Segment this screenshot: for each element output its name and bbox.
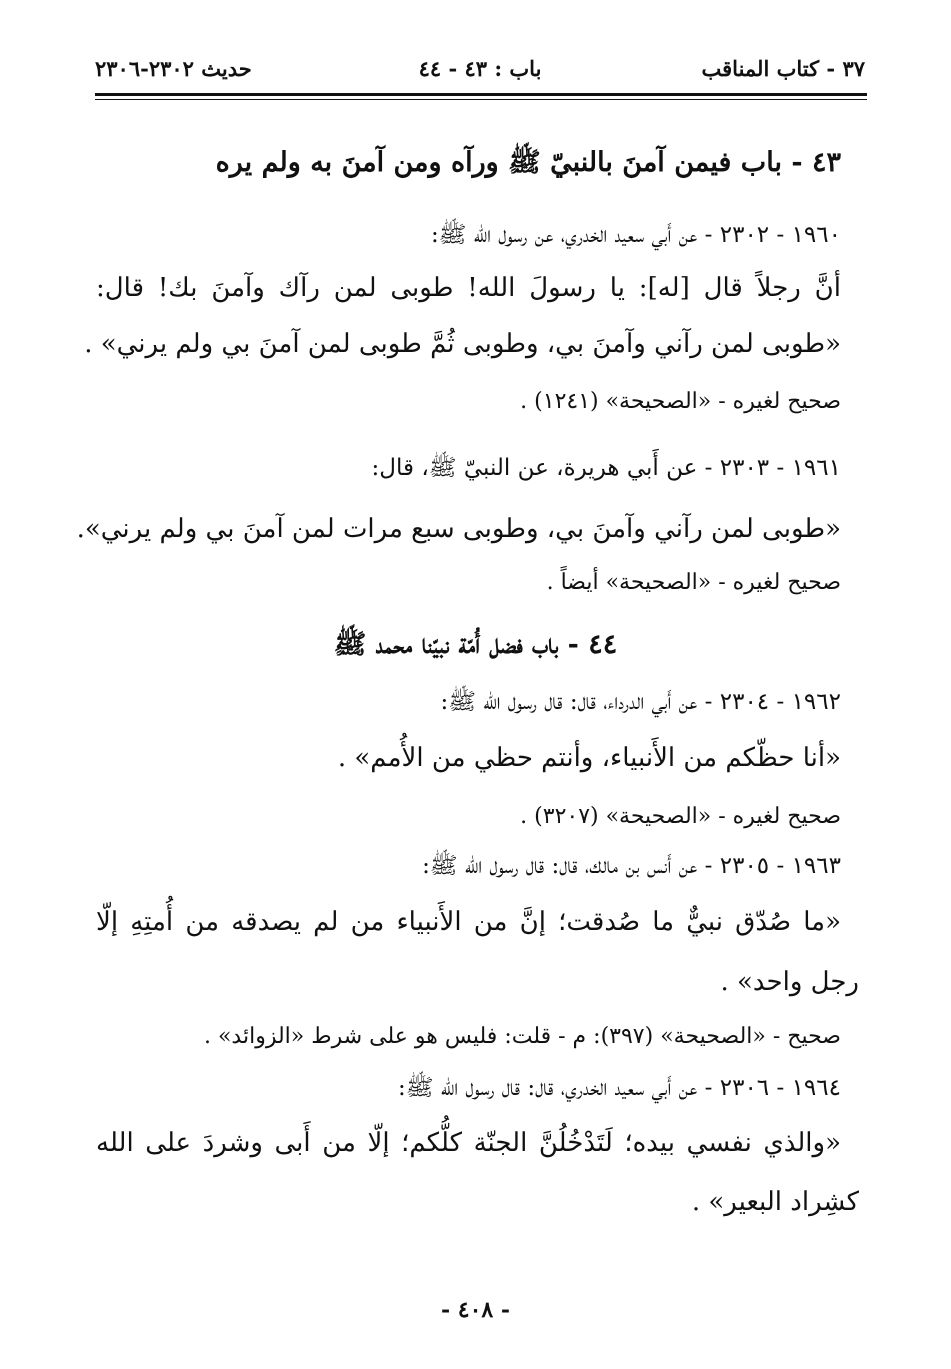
hadith-1963-grade: صحيح - «الصحيحة» (٣٩٧): م - قلت: فليس هو على شرط «الزوائد» . [203,1024,841,1049]
hadith-1960-text-line2: «طوبى لمن رآني وآمنَ بي، وطوبى ثُمَّ طوبى لمن آمنَ بي ولم يرني» . [84,329,841,359]
page-number: - ٤٠٨ - [440,1297,511,1323]
hadith-1960-text-line1: أنَّ رجلاً قال [له]: يا رسولَ الله! طوبى لمن رآك وآمنَ بك! قال: [96,273,841,303]
running-header [95,56,865,90]
hadith-1961-text: «طوبى لمن رآني وآمنَ بي، وطوبى سبع مرات لمن آمنَ بي ولم يرني». [76,514,841,544]
header-book-title: ٣٧ - كتاب المناقب [701,56,865,81]
hadith-1960-intro: ١٩٦٠ - ٢٣٠٢ - عن أَبي سعيد الخدري، عن رسول الله ﷺ: [430,222,841,248]
header-rule-thin [95,99,867,100]
hadith-1963-intro: ١٩٦٣ - ٢٣٠٥ - عن أَنس بن مالك، قال: قال رسول الله ﷺ: [422,853,841,879]
header-hadith-range: حديث ٢٣٠٢-٢٣٠٦ [95,56,252,81]
hadith-1962-text: «أنا حظّكم من الأَنبياء، وأنتم حظي من الأُمم» . [337,743,841,773]
hadith-1964-intro: ١٩٦٤ - ٢٣٠٦ - عن أَبي سعيد الخدري، قال: قال رسول الله ﷺ: [398,1075,841,1101]
hadith-1962-intro: ١٩٦٢ - ٢٣٠٤ - عن أَبي الدرداء، قال: قال رسول الله ﷺ: [440,689,841,715]
chapter-43-heading: ٤٣ - باب فيمن آمنَ بالنبيّ ﷺ ورآه ومن آمنَ به ولم يره [215,147,841,178]
hadith-1963-text-line2: رجل واحد» . [720,967,859,997]
hadith-1960-grade: صحيح لغيره - «الصحيحة» (١٢٤١) . [520,389,841,414]
hadith-1963-text-line1: «ما صُدّق نبيٌّ ما صُدقت؛ إنَّ من الأَنبياء من لم يصدقه من أُمتِهِ إلّا [96,907,841,937]
hadith-1961-grade: صحيح لغيره - «الصحيحة» أيضاً . [546,570,841,595]
hadith-1961-intro: ١٩٦١ - ٢٣٠٣ - عن أَبي هريرة، عن النبيّ ﷺ، قال: [371,455,841,481]
hadith-1962-grade: صحيح لغيره - «الصحيحة» (٣٢٠٧) . [520,804,841,829]
hadith-1964-text-line2: كشِراد البعير» . [691,1187,859,1217]
hadith-1964-text-line1: «والذي نفسي بيده؛ لَتَدْخُلُنَّ الجنّة كلُّكم؛ إلّا من أَبى وشردَ على الله [96,1128,841,1158]
chapter-44-heading: ٤٤ - باب فضل أُمّة نبيّنا محمد ﷺ [333,629,618,660]
header-rule-thick [95,93,867,96]
header-chapter-range: باب : ٤٣ - ٤٤ [418,56,542,81]
